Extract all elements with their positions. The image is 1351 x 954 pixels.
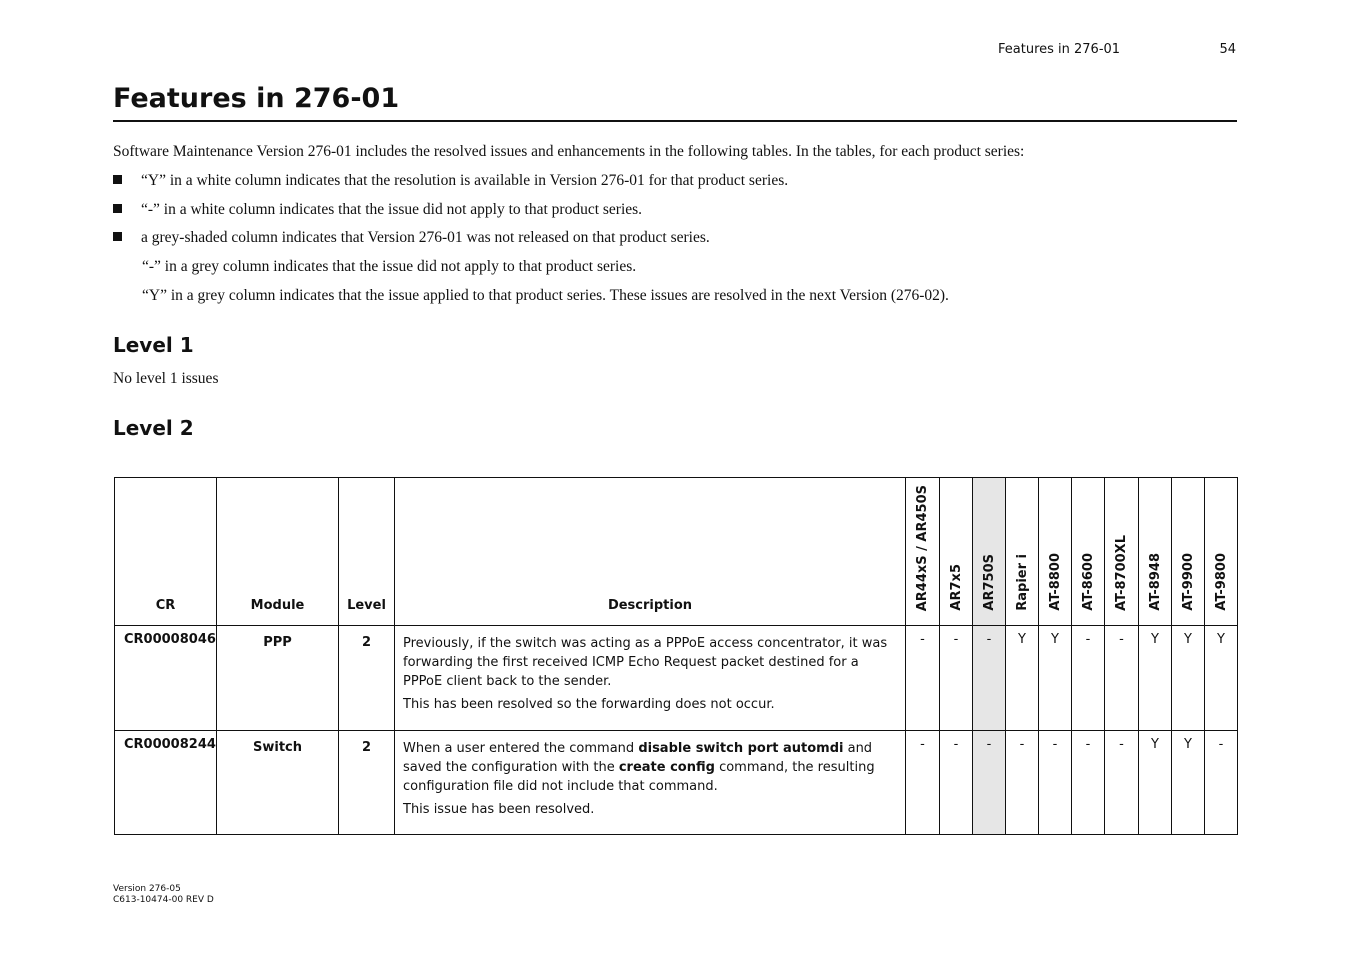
product-cell: - bbox=[1072, 626, 1105, 731]
sub-note: “Y” in a grey column indicates that the issue applied to that product series. These issues are resolved in the next Version (276-02). bbox=[142, 287, 949, 304]
resolution-text: This issue has been resolved. bbox=[403, 802, 595, 817]
col-header-level: Level bbox=[339, 478, 395, 626]
col-header-product: AT-8800 bbox=[1039, 478, 1072, 626]
product-cell: - bbox=[906, 731, 940, 835]
product-cell: - bbox=[1072, 731, 1105, 835]
product-cell: Y bbox=[1139, 626, 1172, 731]
page-number: 54 bbox=[1219, 42, 1236, 57]
col-header-cr: CR bbox=[115, 478, 217, 626]
col-header-product: AR750S bbox=[973, 478, 1006, 626]
footer-version: Version 276-05 bbox=[113, 884, 181, 894]
product-cell: - bbox=[906, 626, 940, 731]
cr-number: CR00008046 bbox=[115, 626, 217, 731]
product-cell: - bbox=[1105, 626, 1139, 731]
square-bullet-icon bbox=[113, 204, 122, 213]
bullet-text: “Y” in a white column indicates that the resolution is available in Version 276-01 for that product series. bbox=[141, 172, 789, 189]
level-cell: 2 bbox=[339, 731, 395, 835]
running-header-title: Features in 276-01 bbox=[998, 42, 1121, 57]
square-bullet-icon bbox=[113, 175, 122, 184]
module-cell: PPP bbox=[217, 626, 339, 731]
product-cell: Y bbox=[1139, 731, 1172, 835]
command-name: create config bbox=[618, 760, 715, 775]
level-cell: 2 bbox=[339, 626, 395, 731]
product-cell: Y bbox=[1039, 626, 1072, 731]
col-header-description: Description bbox=[395, 478, 906, 626]
bullet-item bbox=[113, 229, 710, 247]
bullet-item bbox=[113, 172, 788, 190]
level1-heading: Level 1 bbox=[113, 333, 194, 357]
sub-note: “-” in a grey column indicates that the issue did not apply to that product series. bbox=[142, 258, 637, 275]
table-row bbox=[115, 731, 1238, 835]
cr-number: CR00008244 bbox=[115, 731, 217, 835]
level2-issues-table bbox=[114, 477, 1238, 835]
description-text: Previously, if the switch was acting as a PPPoE access concentrator, it was forwarding the first received ICMP Echo Request packet destined for a PPPoE client back to the sender. bbox=[403, 636, 888, 689]
table-header-row bbox=[115, 478, 1238, 626]
col-header-product: AT-8948 bbox=[1139, 478, 1172, 626]
title-rule bbox=[113, 120, 1237, 122]
product-cell: Y bbox=[1172, 626, 1205, 731]
resolution-text: This has been resolved so the forwarding does not occur. bbox=[403, 697, 775, 712]
bullet-text: a grey-shaded column indicates that Version 276-01 was not released on that product series. bbox=[141, 229, 710, 246]
description-cell bbox=[395, 731, 906, 835]
col-header-product: AT-8700XL bbox=[1105, 478, 1139, 626]
col-header-product: AT-8600 bbox=[1072, 478, 1105, 626]
product-cell: - bbox=[1205, 731, 1238, 835]
product-cell: - bbox=[973, 626, 1006, 731]
page-footer bbox=[113, 884, 214, 906]
col-header-product: AT-9900 bbox=[1172, 478, 1205, 626]
product-cell: - bbox=[1105, 731, 1139, 835]
command-name: disable switch port automdi bbox=[638, 741, 844, 756]
col-header-module: Module bbox=[217, 478, 339, 626]
product-cell: - bbox=[1006, 731, 1039, 835]
description-cell bbox=[395, 626, 906, 731]
table-row bbox=[115, 626, 1238, 731]
square-bullet-icon bbox=[113, 232, 122, 241]
product-cell: Y bbox=[1172, 731, 1205, 835]
level1-text: No level 1 issues bbox=[113, 370, 219, 387]
bullet-text: “-” in a white column indicates that the issue did not apply to that product series. bbox=[141, 201, 643, 218]
footer-doc-id: C613-10474-00 REV D bbox=[113, 895, 214, 905]
col-header-product: AR7x5 bbox=[940, 478, 973, 626]
product-cell: - bbox=[973, 731, 1006, 835]
bullet-item bbox=[113, 201, 642, 219]
module-cell: Switch bbox=[217, 731, 339, 835]
product-cell: Y bbox=[1006, 626, 1039, 731]
page-title: Features in 276-01 bbox=[113, 83, 400, 114]
product-cell: - bbox=[940, 731, 973, 835]
col-header-product: AT-9800 bbox=[1205, 478, 1238, 626]
product-cell: - bbox=[940, 626, 973, 731]
col-header-product: Rapier i bbox=[1006, 478, 1039, 626]
description-text: When a user entered the command disable switch port automdi and saved the configuration with the create config command, the resulting configuration file did not include that command. bbox=[403, 741, 875, 794]
level2-heading: Level 2 bbox=[113, 416, 194, 440]
intro-paragraph: Software Maintenance Version 276-01 includes the resolved issues and enhancements in the following tables. In the tables, for each product series: bbox=[113, 143, 1025, 160]
product-cell: Y bbox=[1205, 626, 1238, 731]
product-cell: - bbox=[1039, 731, 1072, 835]
col-header-product: AR44xS / AR450S bbox=[906, 478, 940, 626]
